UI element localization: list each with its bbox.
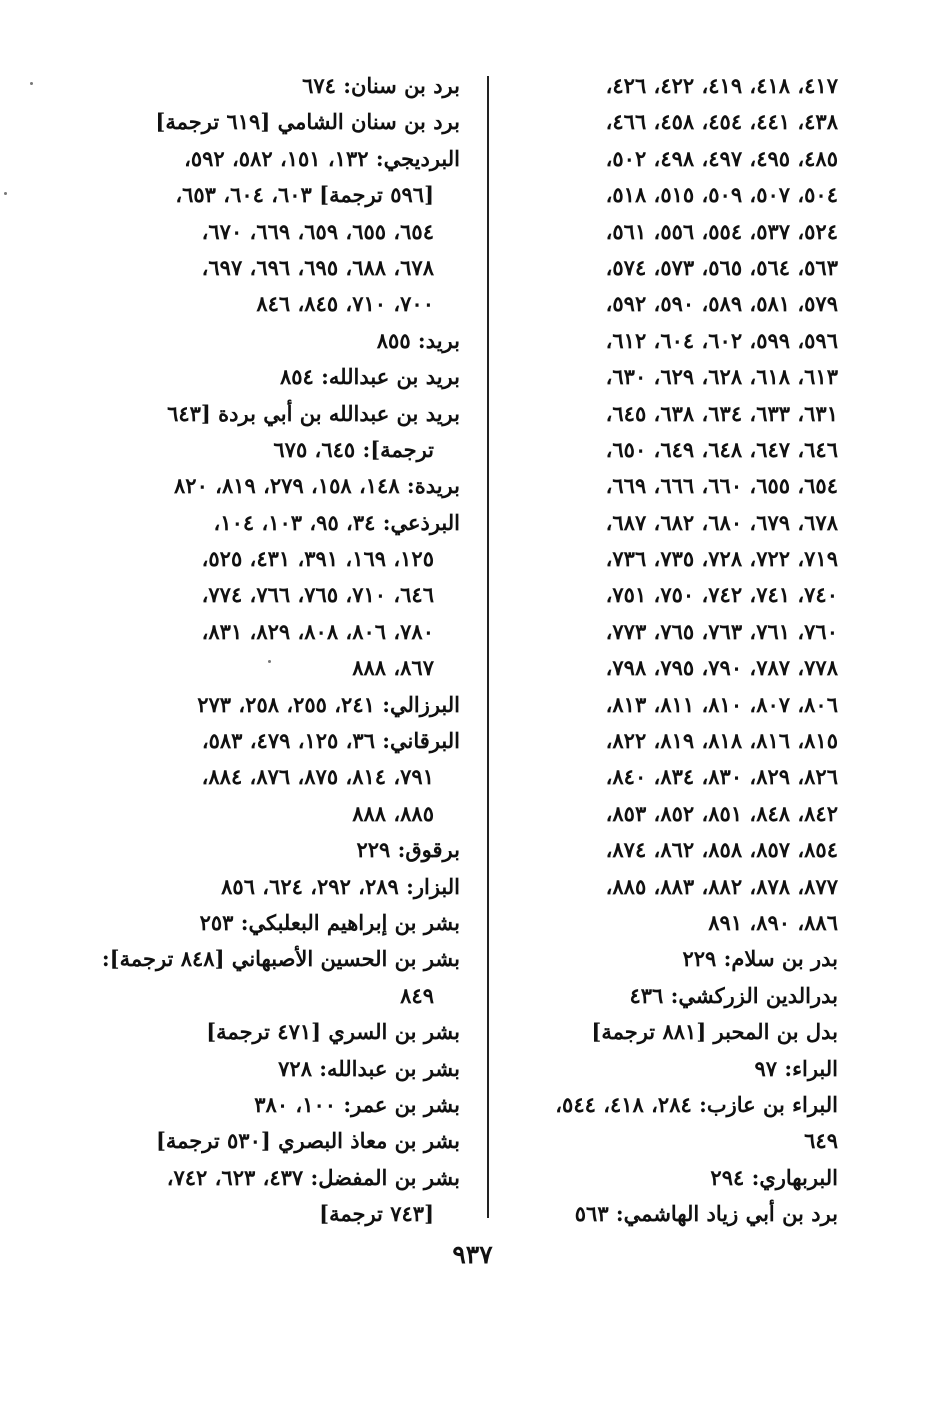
index-line: البراء: ٩٧ <box>754 1055 838 1081</box>
index-line: البرديجي: ١٣٢، ١٥١، ٥٨٢، ٥٩٢، <box>184 145 460 171</box>
index-line: برد بن سنان: ٦٧٤ <box>302 73 460 98</box>
index-line: ٧٧٨، ٧٨٧، ٧٩٠، ٧٩٥، ٧٩٨، <box>605 655 838 681</box>
index-line: بشر بن معاذ البصري [٥٣٠ ترجمة] <box>155 1128 460 1154</box>
scan-speck <box>30 82 33 85</box>
index-line: ٨٨٦، ٨٩٠، ٨٩١ <box>708 909 838 935</box>
page-number: ٩٣٧ <box>452 1240 493 1269</box>
index-line: بشر بن إبراهيم البعلبكي: ٢٥٣ <box>199 909 460 935</box>
scan-speck <box>268 660 271 663</box>
index-line: بريد: ٨٥٥ <box>376 327 460 353</box>
index-line: ٨٦٧، ٨٨٨ <box>352 655 434 681</box>
column-divider <box>487 76 489 1218</box>
index-line: بشر بن المفضل: ٤٣٧، ٦٢٣، ٧٤٢، <box>166 1164 460 1190</box>
index-line: بدرالدين الزركشي: ٤٣٦ <box>629 982 838 1008</box>
index-line: ٦٧٨، ٦٧٩، ٦٨٠، ٦٨٢، ٦٨٧، <box>605 509 838 535</box>
index-line: بشر بن عمر: ١٠٠، ٣٨٠ <box>254 1091 460 1117</box>
index-line: البراء بن عازب: ٢٨٤، ٤١٨، ٥٤٤، <box>555 1091 838 1117</box>
index-line: ٨٤٩ <box>400 982 434 1008</box>
index-line: ٧٦٠، ٧٦١، ٧٦٣، ٧٦٥، ٧٧٣، <box>605 618 838 644</box>
index-line: ٥٧٩، ٥٨١، ٥٨٩، ٥٩٠، ٥٩٢، <box>605 291 838 317</box>
index-line: البرزالي: ٢٤١، ٢٥٥، ٢٥٨، ٢٧٣ <box>197 691 460 717</box>
index-line: البزار: ٢٨٩، ٢٩٢، ٦٢٤، ٨٥٦ <box>221 873 460 899</box>
index-line: البربهاري: ٢٩٤ <box>710 1164 838 1190</box>
index-line: ٥٢٤، ٥٣٧، ٥٥٤، ٥٥٦، ٥٦١، <box>605 218 838 244</box>
index-line: ترجمة]: ٦٤٥، ٦٧٥ <box>273 436 434 462</box>
index-line: ١٢٥، ١٦٩، ٣٩١، ٤٣١، ٥٢٥، <box>201 546 434 572</box>
index-line: ٤٨٥، ٤٩٥، ٤٩٧، ٤٩٨، ٥٠٢، <box>605 145 838 171</box>
index-line: بشر بن الحسين الأصبهاني [٨٤٨ ترجمة]: <box>101 946 460 972</box>
index-line: برقوق: ٢٢٩ <box>356 837 460 863</box>
index-line: ٨٠٦، ٨٠٧، ٨١٠، ٨١١، ٨١٣، <box>605 691 838 717</box>
index-line: ٨٨٥، ٨٨٨ <box>352 800 434 826</box>
index-line: بشر بن عبدالله: ٧٢٨ <box>278 1055 460 1081</box>
index-line: البرقاني: ٣٦، ١٢٥، ٤٧٩، ٥٨٣، <box>201 728 460 754</box>
index-line: ٨٧٧، ٨٧٨، ٨٨٢، ٨٨٣، ٨٨٥، <box>605 873 838 899</box>
index-line: ٧٩١، ٨١٤، ٨٧٥، ٨٧٦، ٨٨٤، <box>201 764 434 790</box>
index-line: ٧٤٠، ٧٤١، ٧٤٢، ٧٥٠، ٧٥١، <box>605 582 838 608</box>
index-line: ٧١٩، ٧٢٢، ٧٢٨، ٧٣٥، ٧٣٦، <box>605 546 838 572</box>
index-line: [٥٩٦ ترجمة] ٦٠٣، ٦٠٤، ٦٥٣، <box>175 182 434 208</box>
index-line: بدل بن المحبر [٨٨١ ترجمة] <box>591 1019 838 1045</box>
index-line: ٦٤٩ <box>804 1128 838 1154</box>
index-line: برد بن سنان الشامي [٦١٩ ترجمة] <box>155 109 460 135</box>
index-line: بشر بن السري [٤٧١ ترجمة] <box>206 1019 460 1045</box>
index-line: ٨١٥، ٨١٦، ٨١٨، ٨١٩، ٨٢٢، <box>605 728 838 754</box>
index-line: ٨٢٦، ٨٢٩، ٨٣٠، ٨٣٤، ٨٤٠، <box>605 764 838 790</box>
index-line: [٧٤٣ ترجمة] <box>319 1201 434 1227</box>
index-line: بريد بن عبدالله بن أبي بردة [٦٤٣ <box>167 400 460 426</box>
index-line: ٤٣٨، ٤٤١، ٤٥٤، ٤٥٨، ٤٦٦، <box>605 109 838 135</box>
scan-speck <box>4 192 7 195</box>
index-line: ٥٦٣، ٥٦٤، ٥٦٥، ٥٧٣، ٥٧٤، <box>605 254 838 280</box>
index-line: البرذعي: ٣٤، ٩٥، ١٠٣، ١٠٤، <box>213 509 460 535</box>
index-line: ٦٧٨، ٦٨٨، ٦٩٥، ٦٩٦، ٦٩٧، <box>201 254 434 280</box>
index-line: بريدة: ١٤٨، ١٥٨، ٢٧٩، ٨١٩، ٨٢٠ <box>174 473 460 499</box>
index-column-right <box>495 68 838 1233</box>
index-column-left <box>101 68 460 1233</box>
index-line: ٦٥٤، ٦٥٥، ٦٥٩، ٦٦٩، ٦٧٠، <box>201 218 434 244</box>
index-line: بدر بن سلام: ٢٢٩ <box>682 946 838 972</box>
index-line: برد بن أبي زياد الهاشمي: ٥٦٣ <box>574 1201 838 1227</box>
index-line: ٦٤٦، ٦٤٧، ٦٤٨، ٦٤٩، ٦٥٠، <box>605 436 838 462</box>
index-line: ٧٨٠، ٨٠٦، ٨٠٨، ٨٢٩، ٨٣١، <box>201 618 434 644</box>
index-line: ٥٠٤، ٥٠٧، ٥٠٩، ٥١٥، ٥١٨، <box>605 182 838 208</box>
index-line: ٦٤٦، ٧١٠، ٧٦٥، ٧٦٦، ٧٧٤، <box>201 582 434 608</box>
index-line: بريد بن عبدالله: ٨٥٤ <box>280 364 460 390</box>
index-line: ٧٠٠، ٧١٠، ٨٤٥، ٨٤٦ <box>256 291 434 317</box>
index-line: ٥٩٦، ٥٩٩، ٦٠٢، ٦٠٤، ٦١٢، <box>605 327 838 353</box>
index-line: ٦٣١، ٦٣٣، ٦٣٤، ٦٣٨، ٦٤٥، <box>605 400 838 426</box>
index-line: ٨٥٤، ٨٥٧، ٨٥٨، ٨٦٢، ٨٧٤، <box>605 837 838 863</box>
index-line: ٤١٧، ٤١٨، ٤١٩، ٤٢٢، ٤٢٦، <box>605 73 838 98</box>
index-line: ٦٥٤، ٦٥٥، ٦٦٠، ٦٦٦، ٦٦٩، <box>605 473 838 499</box>
index-line: ٨٤٢، ٨٤٨، ٨٥١، ٨٥٢، ٨٥٣، <box>605 800 838 826</box>
index-line: ٦١٣، ٦١٨، ٦٢٨، ٦٢٩، ٦٣٠، <box>605 364 838 390</box>
